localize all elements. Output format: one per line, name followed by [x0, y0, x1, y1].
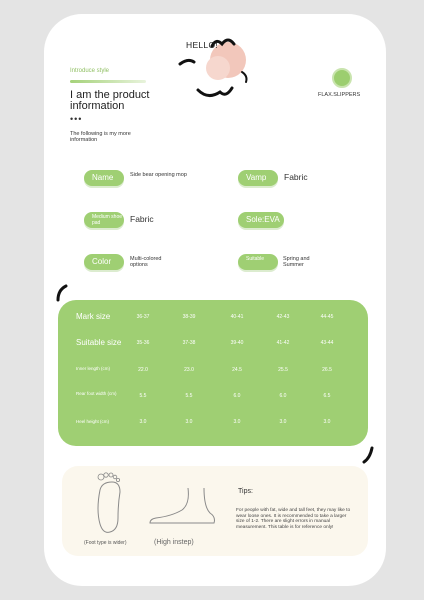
vamp-pill: Vamp [238, 170, 278, 186]
shoe-pad-pill: Medium shoe pad [84, 212, 124, 228]
row-label-inner-length: Inner length (cm) [76, 366, 111, 371]
name-pill: Name [84, 170, 124, 186]
intro-underline [70, 80, 146, 83]
table-cell: 37-38 [182, 340, 196, 346]
color-pill: Color [84, 254, 124, 270]
decor-stroke-icon [360, 446, 376, 466]
table-cell: 23.0 [184, 367, 194, 373]
intro-label: Introduce style [70, 68, 110, 74]
table-cell: 44-45 [320, 314, 334, 320]
table-cell: 26.5 [322, 367, 332, 373]
table-cell: 25.5 [278, 367, 288, 373]
high-instep-icon [148, 486, 218, 526]
table-cell: 3.0 [279, 419, 287, 425]
table-cell: 6.0 [279, 393, 287, 399]
high-instep-caption: (High instep) [154, 539, 194, 546]
table-cell: 3.0 [139, 419, 147, 425]
sole-pill: Sole:EVA [238, 212, 284, 228]
row-label-heel-height: Heel height (cm) [76, 419, 110, 424]
table-cell: 42-43 [276, 314, 290, 320]
table-cell: 43-44 [320, 340, 334, 346]
table-cell: 39-40 [230, 340, 244, 346]
tips-title: Tips: [238, 488, 253, 495]
table-cell: 6.0 [233, 393, 241, 399]
table-cell: 3.0 [323, 419, 331, 425]
product-info-sheet [44, 14, 386, 586]
table-cell: 5.5 [185, 393, 193, 399]
table-cell: 5.5 [139, 393, 147, 399]
suitable-value: Spring and Summer [283, 256, 310, 268]
shoe-pad-value: Fabric [130, 214, 154, 224]
row-label-mark-size: Mark size [76, 312, 111, 321]
table-cell: 3.0 [233, 419, 241, 425]
dots-divider: ••• [70, 114, 83, 124]
more-info-text: The following is my more information [70, 131, 131, 143]
name-value: Side bear opening mop [130, 172, 187, 178]
vamp-value: Fabric [284, 172, 308, 182]
table-cell: 35-36 [136, 340, 150, 346]
table-cell: 41-42 [276, 340, 290, 346]
page-title: I am the product information [70, 89, 150, 112]
table-cell: 24.5 [232, 367, 242, 373]
table-cell: 36-37 [136, 314, 150, 320]
hello-text: HELLO! [186, 40, 219, 50]
row-label-rear-foot-width: Rear foot width (cm) [76, 391, 117, 396]
table-cell: 22.0 [138, 367, 148, 373]
brand-logo-icon [332, 68, 352, 88]
foot-wide-caption: (Foot type is wider) [84, 540, 127, 546]
table-cell: 6.5 [323, 393, 331, 399]
tips-text: For people with fat, wide and tall feet, they may like to wear loose ones. It is recommended to take a larger size of 1-2. There are slight errors in manual measurement. This table is for reference only! [236, 508, 351, 530]
decor-stroke-icon [54, 284, 70, 304]
row-label-suitable-size: Suitable size [76, 338, 122, 347]
suitable-pill: Suitable [238, 254, 278, 270]
color-value: Multi-colored options [130, 256, 162, 268]
brand-name: FLAX.SLIPPERS [318, 92, 361, 98]
table-cell: 3.0 [185, 419, 193, 425]
table-cell: 38-39 [182, 314, 196, 320]
table-cell: 40-41 [230, 314, 244, 320]
wide-foot-icon [90, 466, 124, 536]
